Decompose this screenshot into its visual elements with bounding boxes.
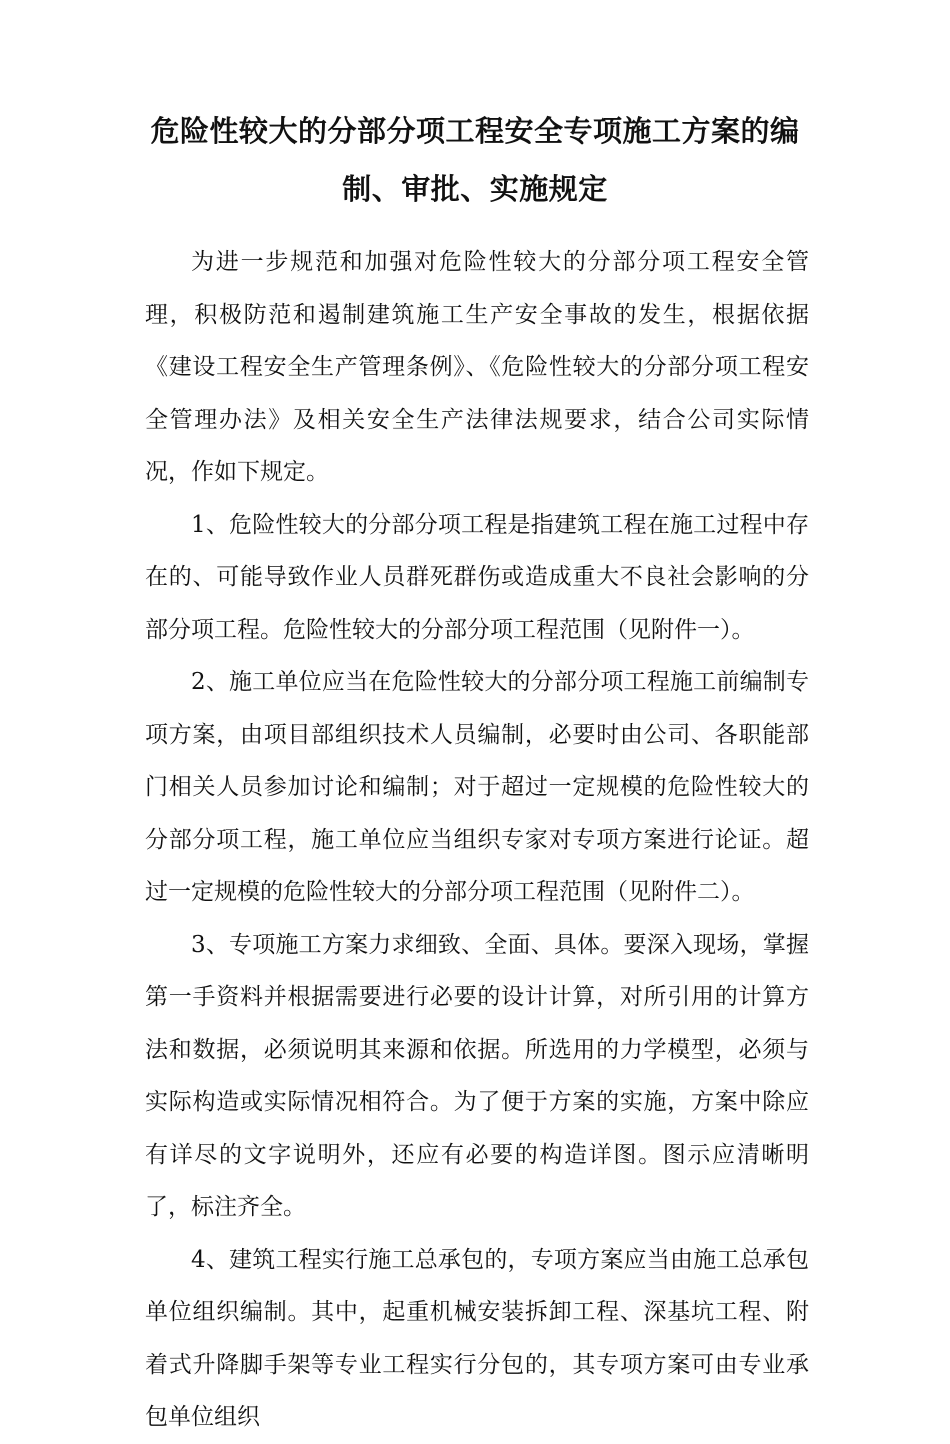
paragraph-4: 4、建筑工程实行施工总承包的，专项方案应当由施工总承包单位组织编制。其中，起重机械安装拆卸工程、深基坑工程、附着式升降脚手架等专业工程实行分包的，其专项方案可由专业承包单位组织 xyxy=(145,1246,809,1430)
paragraph-2: 2、施工单位应当在危险性较大的分部分项工程施工前编制专项方案，由项目部组织技术人员编制，必要时由公司、各职能部门相关人员参加讨论和编制；对于超过一定规模的危险性较大的分部分项工程，施工单位应当组织专家对专项方案进行论证。超过一定规模的危险性较大的分部分项工程范围（见附件二）。 xyxy=(145,669,809,905)
title-line-1: 危险性较大的分部分项工程安全专项施工方案的编 xyxy=(150,114,800,148)
document-title xyxy=(100,102,850,218)
title-line-2: 制、审批、实施规定 xyxy=(342,172,608,206)
paragraph-intro: 为进一步规范和加强对危险性较大的分部分项工程安全管理，积极防范和遏制建筑施工生产安全事故的发生，根据依据《建设工程安全生产管理条例》、《危险性较大的分部分项工程安全管理办法》及相关安全生产法律法规要求，结合公司实际情况，作如下规定。 xyxy=(145,249,809,485)
document-body xyxy=(145,236,809,1444)
paragraph-3: 3、专项施工方案力求细致、全面、具体。要深入现场，掌握第一手资料并根据需要进行必要的设计计算，对所引用的计算方法和数据，必须说明其来源和依据。所选用的力学模型，必须与实际构造或实际情况相符合。为了便于方案的实施，方案中除应有详尽的文字说明外，还应有必要的构造详图。图示应清晰明了，标注齐全。 xyxy=(145,931,809,1220)
paragraph-1: 1、危险性较大的分部分项工程是指建筑工程在施工过程中存在的、可能导致作业人员群死群伤或造成重大不良社会影响的分部分项工程。危险性较大的分部分项工程范围（见附件一）。 xyxy=(145,511,809,643)
